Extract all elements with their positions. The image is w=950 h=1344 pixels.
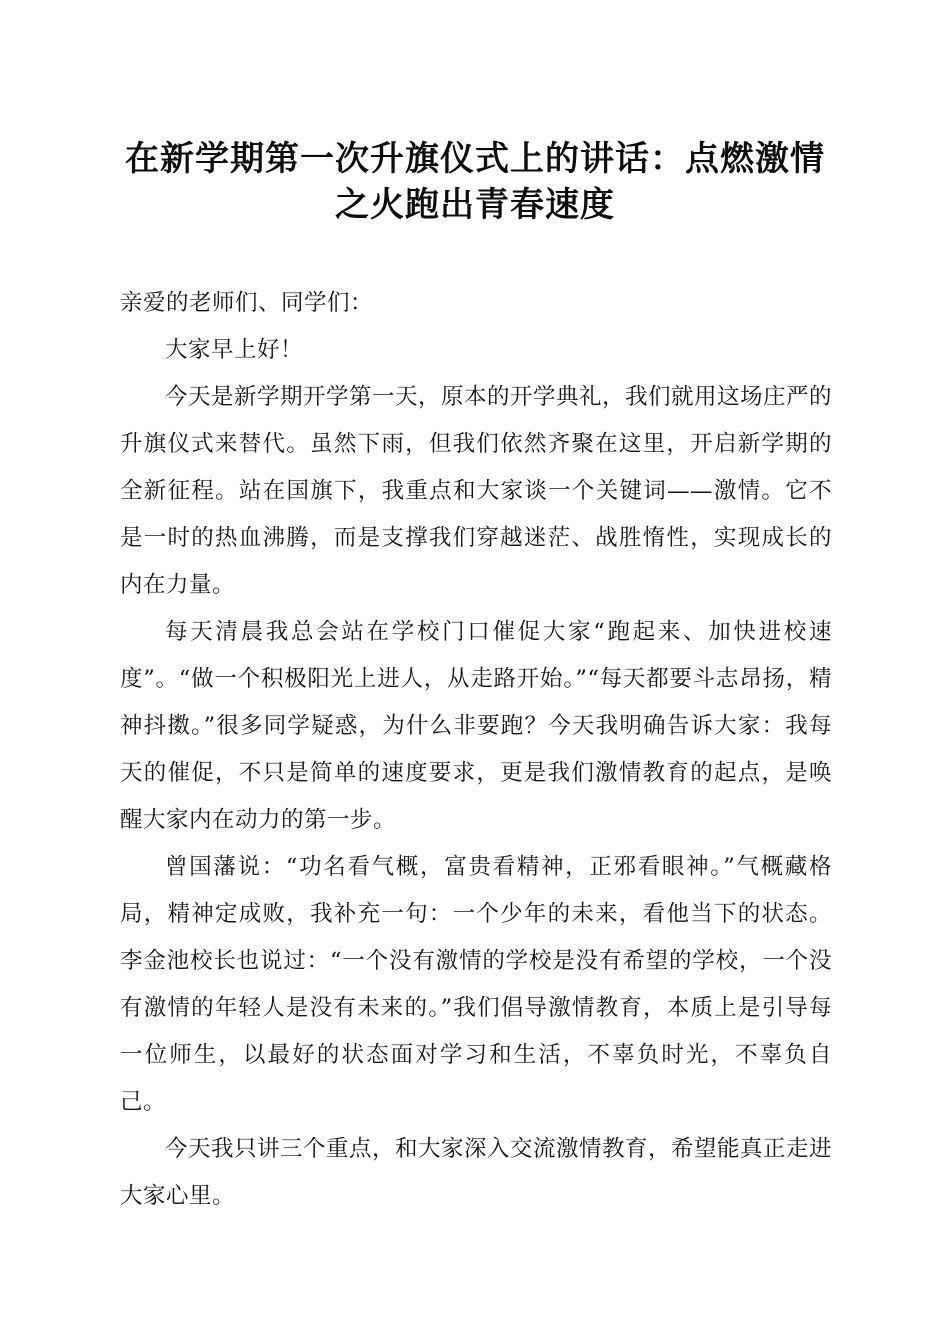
document-title: 在新学期第一次升旗仪式上的讲话：点燃激情之火跑出青春速度 — [125, 139, 825, 225]
document-body — [120, 280, 832, 1220]
paragraph-morning-run: 每天清晨我总会站在学校门口催促大家“跑起来、加快进校速度”。“做一个积极阳光上进人，从走路开始。”“每天都要斗志昂扬，精神抖擞。”很多同学疑惑，为什么非要跑？今天我明确告诉大家：我每天的催促，不只是简单的速度要求，更是我们激情教育的起点，是唤醒大家内在动力的第一步。 — [120, 619, 832, 833]
paragraph-passion: 今天是新学期开学第一天，原本的开学典礼，我们就用这场庄严的升旗仪式来替代。虽然下雨，但我们依然齐聚在这里，开启新学期的全新征程。站在国旗下，我重点和大家谈一个关键词——激情。它不是一时的热血沸腾，而是支撑我们穿越迷茫、战胜惰性，实现成长的内在力量。 — [120, 384, 833, 598]
paragraph-greeting: 大家早上好！ — [165, 337, 304, 363]
paragraph-quotes: 曾国藩说：“功名看气概，富贵看精神，正邪看眼神。”气概藏格局，精神定成败，我补充一句：一个少年的未来，看他当下的状态。李金池校长也说过：“一个没有激情的学校是没有希望的学校，一个没有激情的年轻人是没有未来的。”我们倡导激情教育，本质上是引导每一位师生，以最好的状态面对学习和生活，不辜负时光，不辜负自己。 — [120, 854, 832, 1115]
paragraph-three-points: 今天我只讲三个重点，和大家深入交流激情教育，希望能真正走进大家心里。 — [120, 1136, 833, 1209]
salutation: 亲爱的老师们、同学们： — [120, 290, 374, 316]
